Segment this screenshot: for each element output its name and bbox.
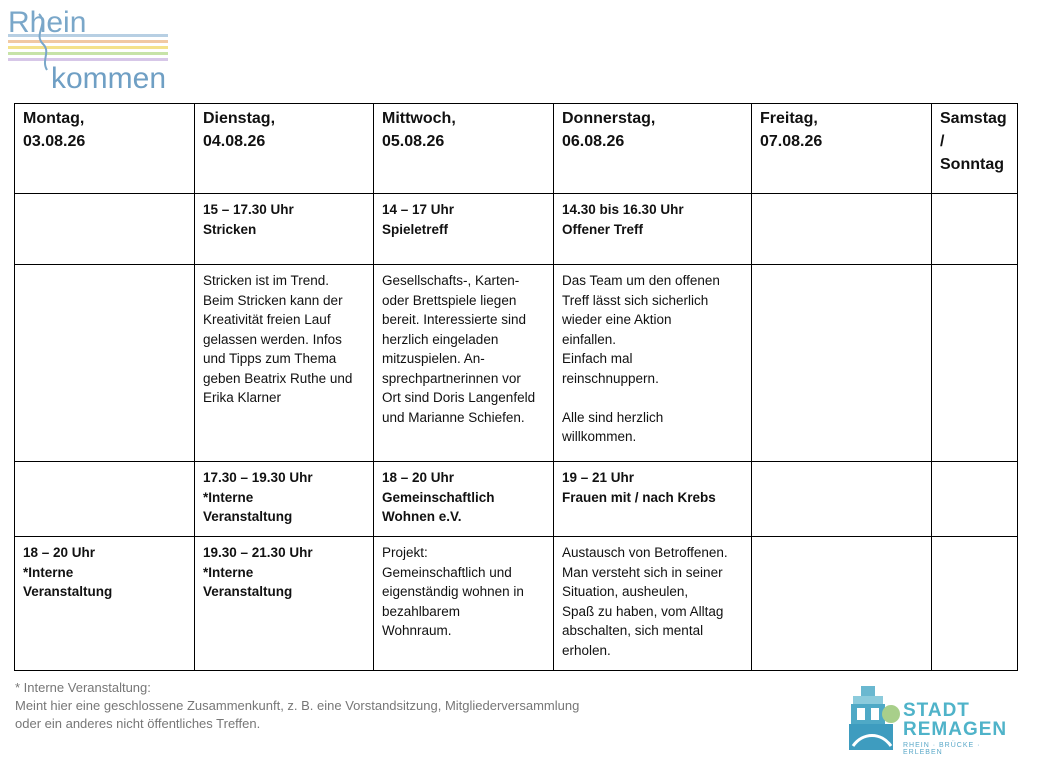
cell-empty [932, 462, 1018, 537]
logo-word-kommen: kommen [51, 62, 167, 95]
cell-empty [752, 537, 932, 671]
event-description: Das Team um den offenen Treff lässt sich sicherlich wieder eine Aktion einfallen. Einfach mal reinschnuppern. Alle sind herzlich willkommen. [554, 265, 752, 462]
table-header-row [15, 104, 1018, 194]
cell-empty [15, 462, 195, 537]
cell-empty [932, 194, 1018, 265]
remagen-word-remagen: REMAGEN [903, 719, 1008, 740]
event-time-title: 17.30 – 19.30 Uhr *Interne Veranstaltung [195, 462, 374, 537]
event-time-title: 15 – 17.30 Uhr Stricken [195, 194, 374, 265]
cell-empty [15, 265, 195, 462]
header-monday: Montag, 03.08.26 [15, 104, 195, 194]
cell-empty [932, 265, 1018, 462]
header-tuesday: Dienstag, 04.08.26 [195, 104, 374, 194]
stadt-remagen-logo [845, 684, 1015, 754]
remagen-word-stadt: STADT [903, 700, 970, 721]
remagen-tagline: RHEIN · BRÜCKE · ERLEBEN [903, 742, 981, 756]
event-description: Austausch von Betroffenen. Man versteht sich in seiner Situation, ausheulen, Spaß zu haben, vom Alltag abschalten, sich mental erholen. [554, 537, 752, 671]
table-row [15, 194, 1018, 265]
table-row [15, 462, 1018, 537]
event-time-title: 14 – 17 Uhr Spieletreff [374, 194, 554, 265]
schedule-table [14, 103, 1018, 671]
event-time-title: 19.30 – 21.30 Uhr *Interne Veranstaltung [195, 537, 374, 671]
cell-empty [932, 537, 1018, 671]
header-thursday: Donnerstag, 06.08.26 [554, 104, 752, 194]
bridge-tower-icon [847, 684, 901, 752]
cell-empty [752, 462, 932, 537]
cell-empty [752, 265, 932, 462]
event-time-title: 14.30 bis 16.30 Uhr Offener Treff [554, 194, 752, 265]
table-row [15, 537, 1018, 671]
event-time-title: 18 – 20 Uhr *Interne Veranstaltung [15, 537, 195, 671]
event-description: Gesellschafts-, Karten- oder Brettspiele liegen bereit. Interessierte sind herzlich eingeladen mitzuspielen. An- sprechpartnerinnen vor Ort sind Doris Langenfeld und Marianne Schiefen. [374, 265, 554, 462]
footnote: * Interne Veranstaltung: Meint hier eine geschlossene Zusammenkunft, z. B. eine Vorstandsitzung, Mitgliederversammlung oder ein anderes nicht öffentliches Treffen. [15, 680, 580, 731]
header-friday: Freitag, 07.08.26 [752, 104, 932, 194]
cell-empty [752, 194, 932, 265]
event-time-title: 18 – 20 Uhr Gemeinschaftlich Wohnen e.V. [374, 462, 554, 537]
event-description: Stricken ist im Trend. Beim Stricken kann der Kreativität freien Lauf gelassen werden. Infos und Tipps zum Thema geben Beatrix Ruthe und Erika Klarner [195, 265, 374, 462]
header-weekend: Samstag / Sonntag [932, 104, 1018, 194]
event-description: Projekt: Gemeinschaftlich und eigenständig wohnen in bezahlbarem Wohnraum. [374, 537, 554, 671]
cell-empty [15, 194, 195, 265]
rhein-kommen-logo [6, 4, 166, 96]
event-time-title: 19 – 21 Uhr Frauen mit / nach Krebs [554, 462, 752, 537]
header-wednesday: Mittwoch, 05.08.26 [374, 104, 554, 194]
logo-word-rhein: Rhein [8, 6, 87, 39]
table-row [15, 265, 1018, 462]
